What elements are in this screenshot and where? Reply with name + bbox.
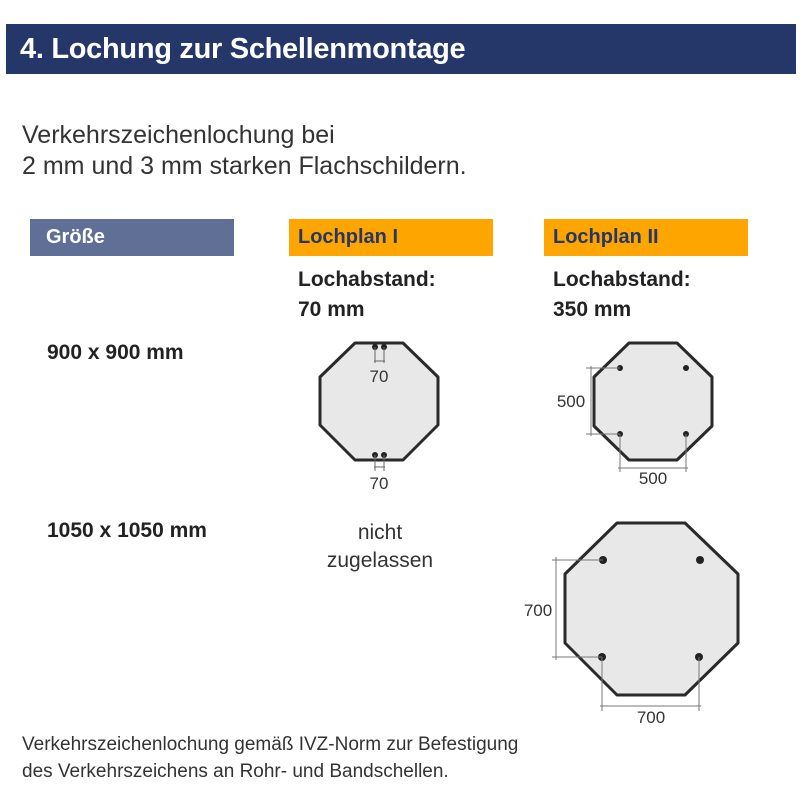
spacing-label: Lochabstand: [298, 268, 436, 291]
dim-top-label: 70 [369, 367, 389, 386]
lochplan-2-spacing [553, 265, 691, 325]
spacing-label: Lochabstand: [553, 268, 691, 291]
lochplan-1-spacing [298, 265, 436, 325]
footer-note [22, 731, 518, 785]
page-title: 4. Lochung zur Schellenmontage [20, 33, 466, 65]
dim-vertical-label: 700 [523, 601, 553, 620]
intro-text [22, 120, 467, 182]
footer-line-2: des Verkehrszeichens an Rohr- und Bandschellen. [22, 761, 449, 782]
octagon-diagram-plan1-900 [300, 330, 460, 500]
dim-bottom-label: 70 [369, 474, 389, 493]
column-header-lochplan-1: Lochplan I [289, 219, 493, 256]
row-size-900: 900 x 900 mm [47, 341, 184, 364]
plan1-not-allowed: nicht zugelassen [326, 521, 434, 572]
dim-vertical-label: 500 [556, 392, 586, 411]
spacing-value: 70 mm [298, 298, 365, 321]
column-header-size: Größe [30, 219, 234, 256]
row-size-1050: 1050 x 1050 mm [47, 519, 207, 542]
footer-line-1: Verkehrszeichenlochung gemäß IVZ-Norm zur Befestigung [22, 734, 519, 755]
octagon-diagram-plan2-1050 [510, 510, 760, 730]
spacing-value: 350 mm [553, 298, 632, 321]
sign-octagon [565, 523, 738, 695]
dim-horizontal-label: 700 [636, 708, 666, 727]
octagon-diagram-plan2-900 [540, 330, 730, 500]
column-header-lochplan-2: Lochplan II [544, 219, 748, 256]
sign-octagon [594, 343, 712, 460]
intro-line-2: 2 mm und 3 mm starken Flachschildern. [22, 152, 467, 180]
dim-horizontal-label: 500 [638, 469, 668, 488]
intro-line-1: Verkehrszeichenlochung bei [22, 121, 335, 149]
